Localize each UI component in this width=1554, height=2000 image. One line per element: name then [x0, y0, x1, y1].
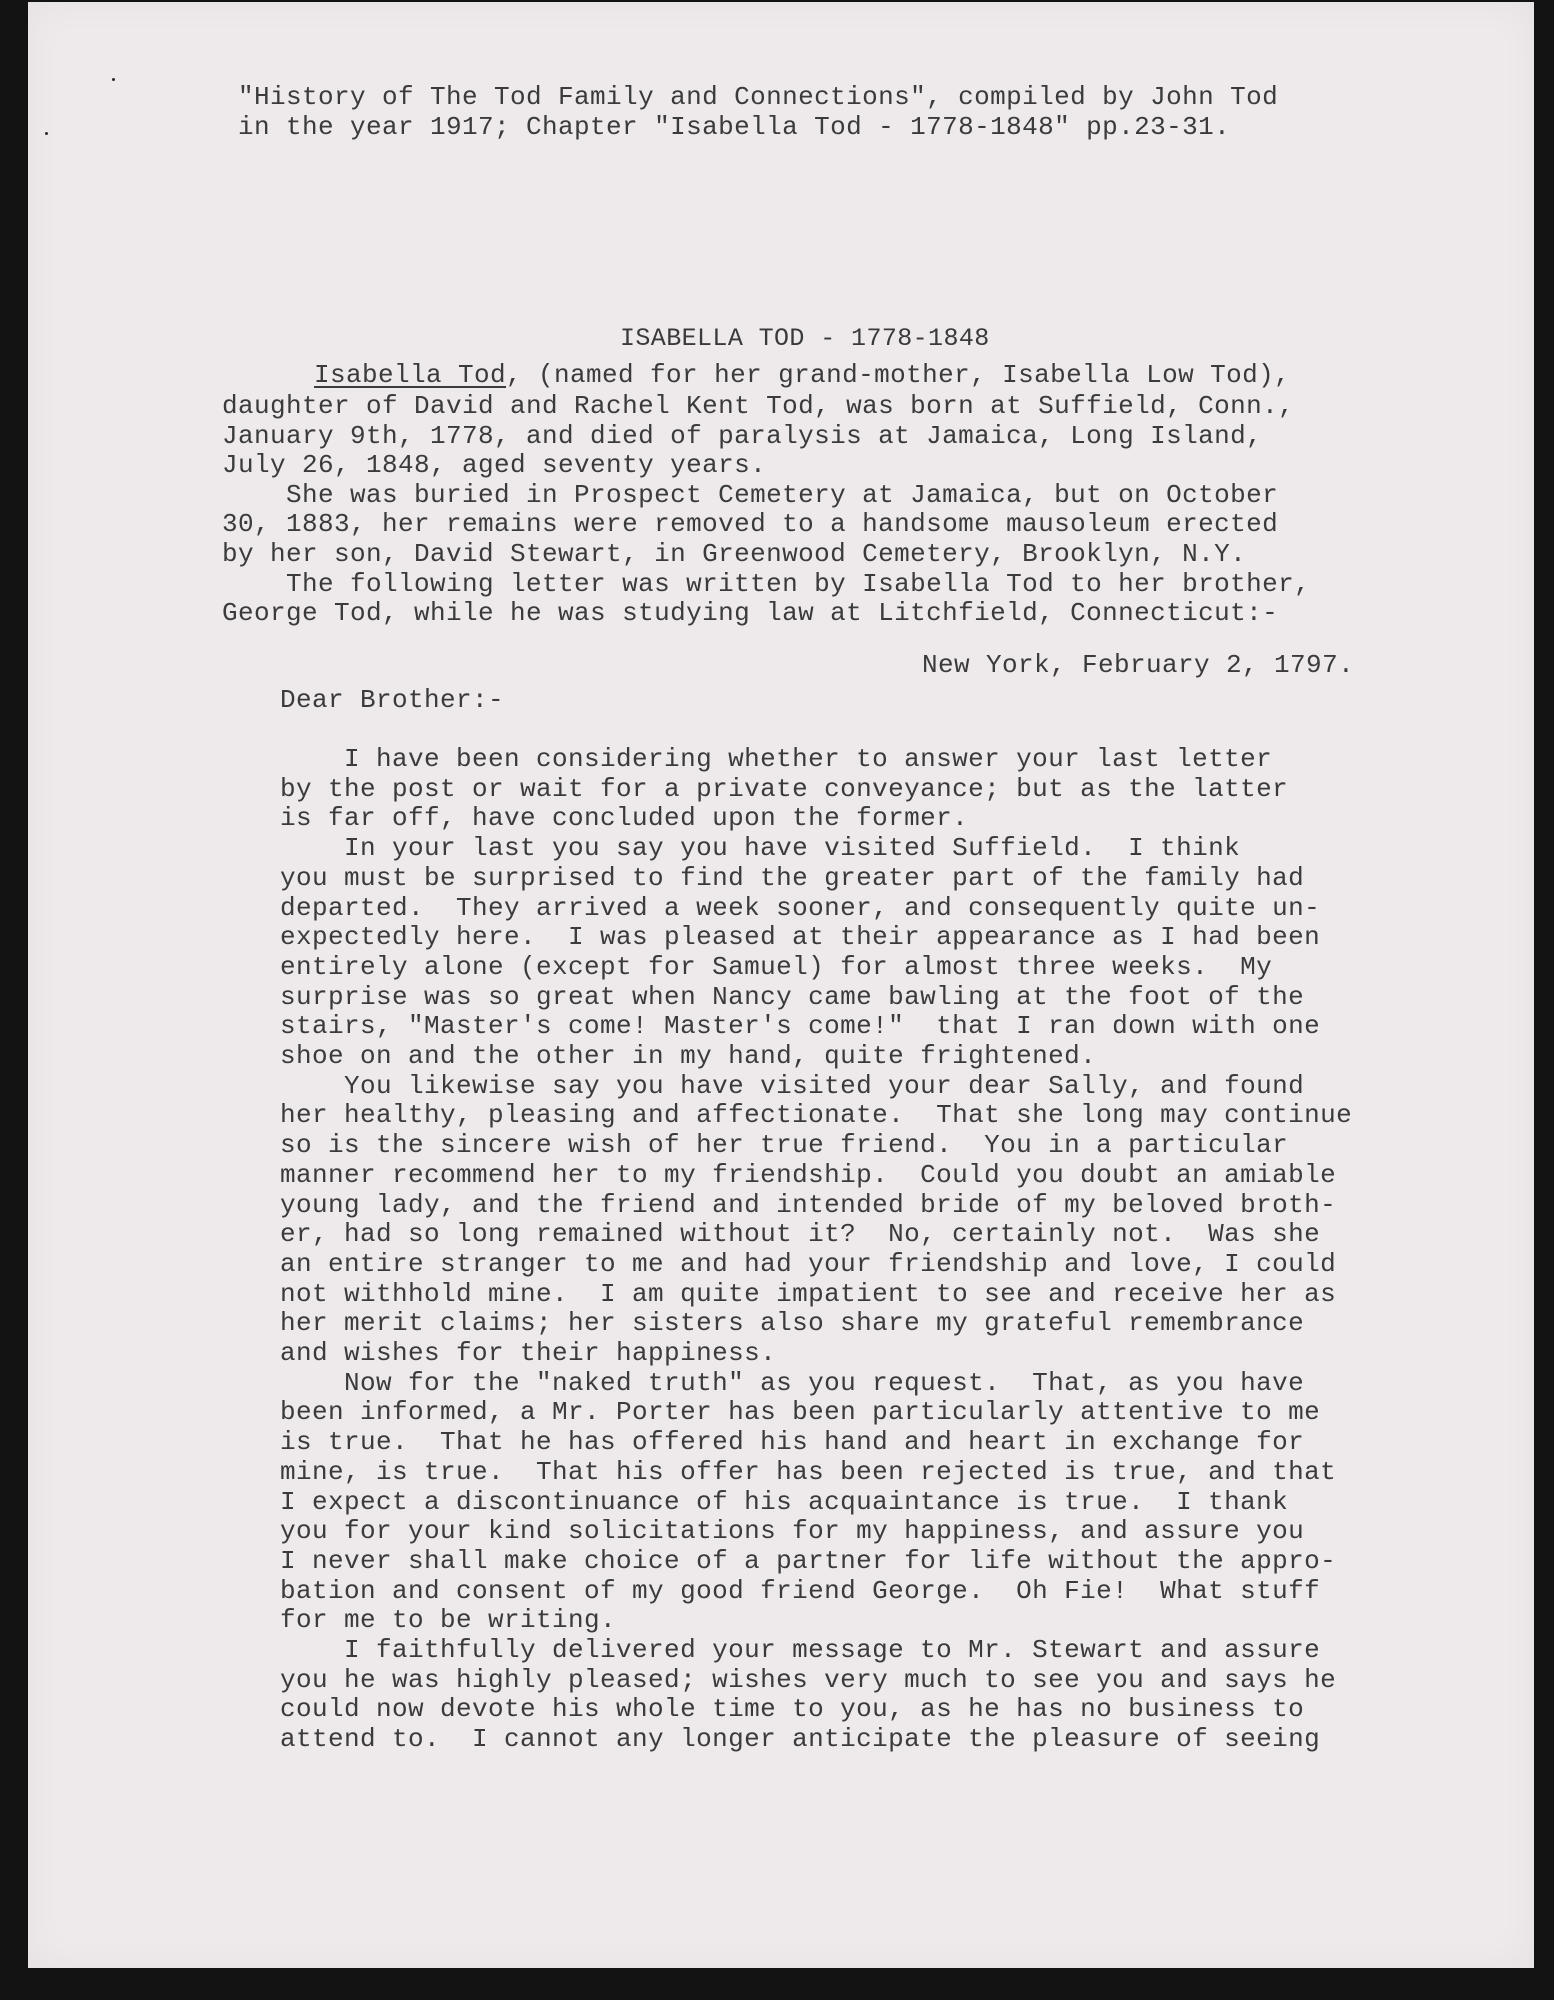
- intro-first-line: [314, 360, 1290, 390]
- intro-line: July 26, 1848, aged seventy years.: [222, 450, 767, 481]
- letter-line: not withhold mine. I am quite impatient to see and receive her as: [280, 1278, 1337, 1309]
- intro-line: George Tod, while he was studying law at Litchfield, Connecticut:-: [222, 598, 1279, 629]
- subject-name: Isabella Tod: [314, 360, 507, 390]
- letter-line: young lady, and the friend and intended bride of my beloved broth-: [280, 1189, 1337, 1220]
- ink-speck: [45, 132, 48, 135]
- letter-line: you he was highly pleased; wishes very much to see you and says he: [280, 1664, 1337, 1695]
- letter-line: you for your kind solicitations for my happiness, and assure you: [280, 1516, 1305, 1547]
- letter-line: by the post or wait for a private conveyance; but as the latter: [280, 773, 1289, 804]
- letter-line: is far off, have concluded upon the former.: [280, 803, 969, 834]
- letter-line: could now devote his whole time to you, as he has no business to: [280, 1694, 1305, 1725]
- letter-line: is true. That he has offered his hand and heart in exchange for: [280, 1427, 1305, 1458]
- letter-line: an entire stranger to me and had your friendship and love, I could: [280, 1248, 1337, 1279]
- chapter-title: ISABELLA TOD - 1778-1848: [620, 324, 990, 353]
- intro-first-line-rest: , (named for her grand-mother, Isabella Low Tod),: [506, 360, 1291, 390]
- letter-line: In your last you say you have visited Suffield. I think: [280, 833, 1241, 864]
- intro-line: The following letter was written by Isabella Tod to her brother,: [222, 568, 1311, 599]
- letter-line: so is the sincere wish of her true friend. You in a particular: [280, 1130, 1289, 1161]
- letter-line: been informed, a Mr. Porter has been particularly attentive to me: [280, 1397, 1321, 1428]
- letter-line: for me to be writing.: [280, 1605, 617, 1636]
- letter-line: mine, is true. That his offer has been rejected is true, and that: [280, 1456, 1337, 1487]
- letter-line: surprise was so great when Nancy came bawling at the foot of the: [280, 981, 1305, 1012]
- ink-speck: [112, 78, 115, 81]
- letter-line: you must be surprised to find the greater part of the family had: [280, 862, 1305, 893]
- intro-line: January 9th, 1778, and died of paralysis at Jamaica, Long Island,: [222, 420, 1263, 451]
- letter-line: and wishes for their happiness.: [280, 1338, 777, 1368]
- intro-line: 30, 1883, her remains were removed to a handsome mausoleum erected: [222, 509, 1279, 540]
- letter-line: her merit claims; her sisters also share my grateful remembrance: [280, 1308, 1305, 1339]
- letter-line: entirely alone (except for Samuel) for almost three weeks. My: [280, 951, 1273, 982]
- header-line: "History of The Tod Family and Connections", compiled by John Tod: [238, 82, 1279, 112]
- header-line: in the year 1917; Chapter "Isabella Tod - 1778-1848" pp.23-31.: [238, 112, 1231, 142]
- letter-line: attend to. I cannot any longer anticipate the pleasure of seeing: [280, 1724, 1321, 1755]
- intro-line: by her son, David Stewart, in Greenwood Cemetery, Brooklyn, N.Y.: [222, 539, 1247, 569]
- intro-line: daughter of David and Rachel Kent Tod, was born at Suffield, Conn.,: [222, 391, 1295, 421]
- letter-line: I faithfully delivered your message to Mr. Stewart and assure: [280, 1635, 1321, 1665]
- letter-line: shoe on and the other in my hand, quite frightened.: [280, 1041, 1097, 1071]
- letter-line: er, had so long remained without it? No, certainly not. Was she: [280, 1219, 1321, 1250]
- letter-salutation: Dear Brother:-: [280, 685, 505, 715]
- letter-dateline: New York, February 2, 1797.: [922, 650, 1355, 680]
- letter-line: I expect a discontinuance of his acquaintance is true. I thank: [280, 1486, 1289, 1517]
- letter-line: Now for the "naked truth" as you request. That, as you have: [280, 1367, 1305, 1398]
- letter-line: manner recommend her to my friendship. Could you doubt an amiable: [280, 1159, 1337, 1190]
- letter-line: departed. They arrived a week sooner, and consequently quite un-: [280, 892, 1321, 923]
- intro-line: She was buried in Prospect Cemetery at Jamaica, but on October: [222, 479, 1279, 510]
- letter-line: expectedly here. I was pleased at their appearance as I had been: [280, 922, 1321, 953]
- letter-line: bation and consent of my good friend George. Oh Fie! What stuff: [280, 1575, 1321, 1606]
- letter-line: I have been considering whether to answer your last letter: [280, 744, 1273, 774]
- letter-line: I never shall make choice of a partner for life without the appro-: [280, 1545, 1337, 1576]
- paper-sheet: [28, 2, 1534, 1968]
- letter-line: stairs, "Master's come! Master's come!" that I ran down with one: [280, 1011, 1321, 1042]
- letter-line: her healthy, pleasing and affectionate. That she long may continue: [280, 1100, 1353, 1131]
- letter-line: You likewise say you have visited your dear Sally, and found: [280, 1070, 1305, 1101]
